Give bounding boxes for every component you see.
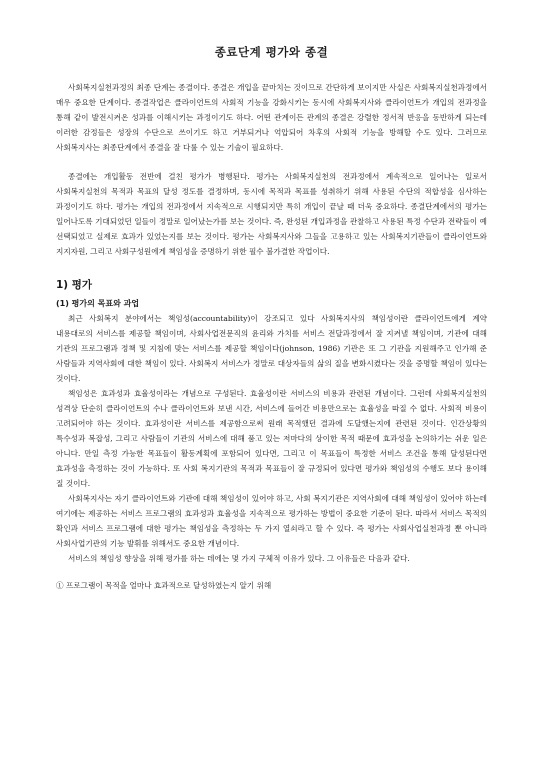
intro-paragraph: 종결에는 개입활동 전반에 걸친 평가가 병행된다. 평가는 사회복지실천의 전과정에서 계속적으로 일어나는 일로서 사회복지실천의 목적과 목표의 달성 정도를 결정하며, 동시에 목적과 목표를 성취하기 위해 사용된 수단의 적합성을 심사하는 과정이기도 하다. 평가는 개입의 전과정에서 지속적으로 시행되지만 특히 개입이 끝날 때 더욱 중요하다. 종결단계에서의 평가는 일어나도록 기대되었던 일들이 정말로 일어났는가를 보는 것이다. 즉, 완성된 개입과정을 관찰하고 사용된 특정 수단과 전략들이 예 선택되었고 실제로 효과가 있었는지를 보는 것이다. 평가는 사회복지사와 그들을 고용하고 있는 사회복지기관들이 클라이언트와 지지자원, 그리고 사회구성원에게 책임성을 증명하기 위한 필수 불가결한 작업이다. xyxy=(56,172,487,256)
body-paragraph: 최근 사회복지 분야에서는 책임성(accountability)이 강조되고 있다 사회복지사의 책임성이란 클라이언트에게 계약 내용대로의 서비스를 제공할 책임이며, 사회사업전문직의 윤리와 가치를 서비스 전달과정에서 잘 지켜낼 책임이며, 기관에 대해 기관의 프로그램과 정책 및 지침에 맞는 서비스를 제공할 책임이다(johnson, 1986) 기관은 또 그 기관을 지원해주고 인가해 준 사람들과 지역사회에 대한 책임이 있다. 사회복지 서비스가 정말로 대상자들의 삶의 질을 변화시켰다는 것을 증명할 책임이 있다는 것이다. xyxy=(56,314,487,383)
subsection-heading: (1) 평가의 목표와 과업 xyxy=(56,299,140,308)
body-paragraph: 책임성은 효과성과 효율성이라는 개념으로 구성된다. 효율성이란 서비스의 비용과 관련된 개념이다. 그런데 사회복지실천의 성격상 단순히 클라이언트의 수나 클라이언트와 보낸 시간, 서비스에 들어간 비용만으로는 효율성을 따질 수 없다. 사회적 비용이 고려되어야 하는 것이다. 효과성이란 서비스를 제공함으로써 원래 목적했던 결과에 도달했는지에 관련된 것이다. 인간상황의 특수성과 복잡성, 그리고 사람들이 기관의 서비스에 대해 품고 있는 저마다의 상이한 목적 때문에 효과성을 논의하기는 쉬운 일은 아니다. 만일 측정 가능한 목표들이 활동계획에 포함되어 있다면, 그리고 이 목표들이 특정한 서비스 조건을 통해 달성된다면 효과성을 측정하는 것이 가능하다. 또 사회 복지기관의 목적과 목표들이 잘 규정되어 있다면 평가와 책임성의 수행도 보다 용이해 질 것이다. xyxy=(56,389,487,488)
body-paragraph: 사회복지사는 자기 클라이언트와 기관에 대해 책임성이 있어야 하고, 사회 복지기관은 지역사회에 대해 책임성이 있어야 하는데 여기에는 제공하는 서비스 프로그램의 효과성과 효율성을 지속적으로 평가하는 방법이 중요한 기준이 된다. 따라서 서비스 목적의 확인과 서비스 프로그램에 대한 평가는 책임성을 측정하는 두 가지 열쇠라고 할 수 있다. 즉 평가는 사회사업실천과정 뿐 아니라 사회사업기관의 기능 발휘를 위해서도 중요한 개념이다. xyxy=(56,494,487,548)
intro-paragraph: 사회복지실천과정의 최종 단계는 종결이다. 종결은 개입을 끝마치는 것이므로 간단하게 보이지만 사실은 사회복지실천과정에서 매우 중요한 단계이다. 종결작업은 클라이언트의 사회적 기능을 강화시키는 동시에 사회복지사와 클라이언트가 개입의 전과정을 통해 같이 발전시켜온 성과를 이해시키는 과정이기도 하다. 어떤 관계이든 관계의 종결은 강렬한 정서적 반응을 동반하게 되는데 이러한 감정들은 성장의 수단으로 쓰이기도 하고 거부되거나 억압되어 차후의 사회적 기능을 방해할 수도 있다. 그러므로 사회복지사는 최종단계에서 종결을 잘 다룰 수 있는 기술이 필요하다. xyxy=(56,83,487,152)
body-paragraph: 서비스의 책임성 향상을 위해 평가를 하는 데에는 몇 가지 구체적 이유가 있다. 그 이유들은 다음과 같다. xyxy=(68,554,410,563)
page-title: 종료단계 평가와 종결 xyxy=(214,45,329,59)
list-item: ① 프로그램이 목적을 얼마나 효과적으로 달성하였는지 알기 위해 xyxy=(56,581,272,590)
section-heading: 1) 평가 xyxy=(56,279,93,291)
